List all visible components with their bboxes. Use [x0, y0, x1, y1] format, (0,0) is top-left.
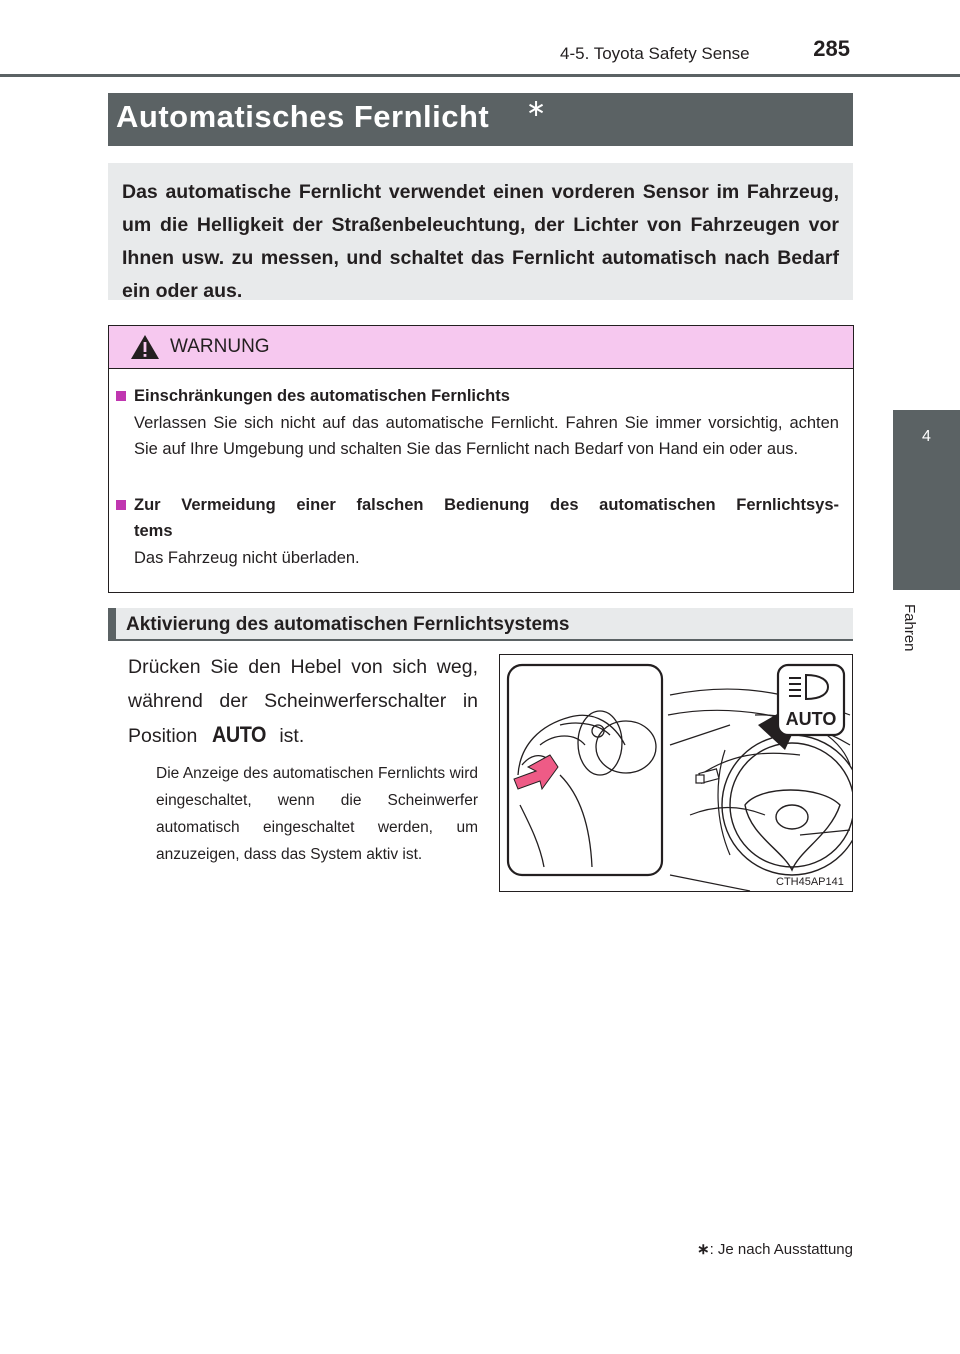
footnote	[660, 1240, 853, 1258]
figure-illustration	[499, 654, 853, 892]
lever-illustration	[500, 655, 852, 891]
subsection-heading: Aktivierung des automatischen Fernlichtsystems	[126, 614, 570, 635]
chapter-label-text: Fahren	[901, 604, 918, 652]
bullet-square-icon	[116, 500, 126, 510]
footnote-text: : Je nach Ausstattung	[709, 1241, 853, 1258]
title-footnote-marker: ∗	[526, 95, 547, 122]
figure-code: CTH45AP141	[776, 876, 844, 888]
chapter-label	[901, 604, 951, 674]
instruction-part2: ist.	[279, 725, 305, 747]
warning-label: WARNUNG	[170, 336, 270, 357]
running-header-section: 4-5. Toyota Safety Sense	[560, 44, 750, 63]
warning-item-heading-cont: tems	[134, 522, 173, 540]
instruction-text	[128, 650, 478, 753]
instruction-note: Die Anzeige des automatischen Fernlichts wird eingeschaltet, wenn die Scheinwerfer automatisch eingeschaltet werden, um anzuzeigen, dass das System aktiv ist.	[156, 765, 478, 863]
subsection-rule	[108, 639, 853, 641]
header-rule	[0, 74, 960, 77]
auto-switch-symbol: AUTO	[212, 722, 267, 747]
page-number: 285	[813, 36, 850, 61]
page-title: Automatisches Fernlicht	[116, 99, 490, 134]
instruction-part1: Drücken Sie den Hebel von sich weg, während der Scheinwerferschalter in Position	[128, 656, 478, 747]
footnote-marker: ∗	[696, 1241, 710, 1258]
chapter-number: 4	[922, 428, 931, 445]
warning-triangle-icon	[130, 334, 160, 360]
figure-inset-label: AUTO	[785, 709, 837, 729]
warning-item-body: Das Fahrzeug nicht überladen.	[134, 549, 360, 567]
warning-item-heading: Zur Vermeidung einer falschen Bedienung des automatischen Fernlichtsys-	[134, 496, 839, 514]
intro-text: Das automatische Fernlicht verwendet einen vorderen Sensor im Fahrzeug, um die Helligkeit der Straßenbeleuchtung, der Lichter von Fahrzeugen vor Ihnen usw. zu messen, und schaltet das Fernlicht automatisch nach Bedarf ein oder aus.	[122, 181, 839, 302]
bullet-square-icon	[116, 391, 126, 401]
warning-item-body: Verlassen Sie sich nicht auf das automatische Fernlicht. Fahren Sie immer vorsichtig, achten Sie auf Ihre Umgebung und schalten Sie das Fernlicht nach Bedarf von Hand ein oder aus.	[134, 414, 839, 458]
warning-item-heading: Einschränkungen des automatischen Fernlichts	[134, 387, 510, 405]
